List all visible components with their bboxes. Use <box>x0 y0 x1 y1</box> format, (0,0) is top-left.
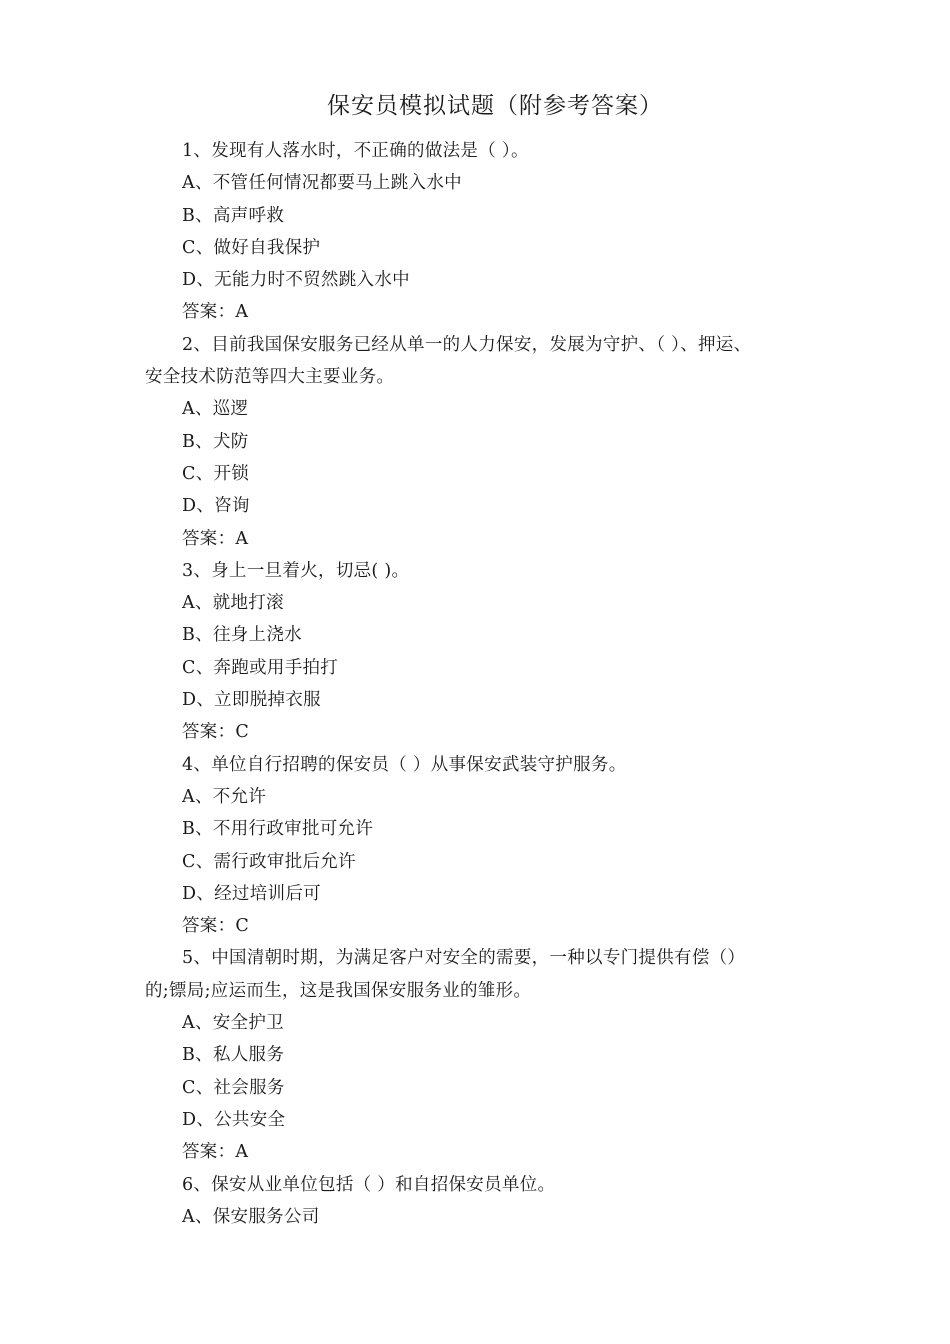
question-2-line-2: 安全技术防范等四大主要业务。 <box>145 367 395 388</box>
question-3: 3、身上一旦着火，切忌( )。 <box>182 560 410 581</box>
option-1b: B、高声呼救 <box>182 205 285 226</box>
option-1d: D、无能力时不贸然跳入水中 <box>182 270 410 291</box>
question-5-line-1: 5、中国清朝时期，为满足客户对安全的需要，一种以专门提供有偿（） <box>182 948 746 969</box>
option-3a: A、就地打滚 <box>182 593 284 614</box>
option-2b: B、犬防 <box>182 431 249 452</box>
question-6: 6、保安从业单位包括（ ）和自招保安员单位。 <box>182 1174 556 1195</box>
question-5-line-2: 的;镖局;应运而生，这是我国保安服务业的雏形。 <box>145 980 532 1001</box>
option-5d: D、公共安全 <box>182 1109 286 1130</box>
option-1c: C、做好自我保护 <box>182 237 321 258</box>
option-4b: B、不用行政审批可允许 <box>182 819 374 840</box>
answer-4: 答案：C <box>182 916 250 937</box>
option-5b: B、私人服务 <box>182 1045 285 1066</box>
option-1a: A、不管任何情况都要马上跳入水中 <box>182 173 462 194</box>
option-3d: D、立即脱掉衣服 <box>182 690 321 711</box>
option-4c: C、需行政审批后允许 <box>182 851 356 872</box>
option-2c: C、开锁 <box>182 463 250 484</box>
document-title: 保安员模拟试题（附参考答案） <box>327 93 663 119</box>
question-4: 4、单位自行招聘的保安员（ ）从事保安武装守护服务。 <box>182 754 627 775</box>
question-1: 1、发现有人落水时，不正确的做法是（ ）。 <box>182 141 529 161</box>
option-4d: D、经过培训后可 <box>182 883 321 904</box>
option-6a: A、保安服务公司 <box>182 1206 320 1227</box>
answer-1: 答案：A <box>182 302 249 323</box>
question-2-line-1: 2、目前我国保安服务已经从单一的人力保安，发展为守护、（ ）、押运、 <box>182 334 752 355</box>
option-5a: A、安全护卫 <box>182 1013 284 1034</box>
option-3c: C、奔跑或用手拍打 <box>182 657 339 678</box>
option-2a: A、巡逻 <box>182 399 249 420</box>
option-3b: B、往身上浇水 <box>182 625 302 646</box>
answer-5: 答案：A <box>182 1142 249 1163</box>
question-list <box>145 135 835 1233</box>
option-4a: A、不允许 <box>182 786 267 807</box>
option-2d: D、咨询 <box>182 496 250 517</box>
answer-3: 答案：C <box>182 722 250 743</box>
answer-2: 答案：A <box>182 528 249 549</box>
option-5c: C、社会服务 <box>182 1077 285 1098</box>
